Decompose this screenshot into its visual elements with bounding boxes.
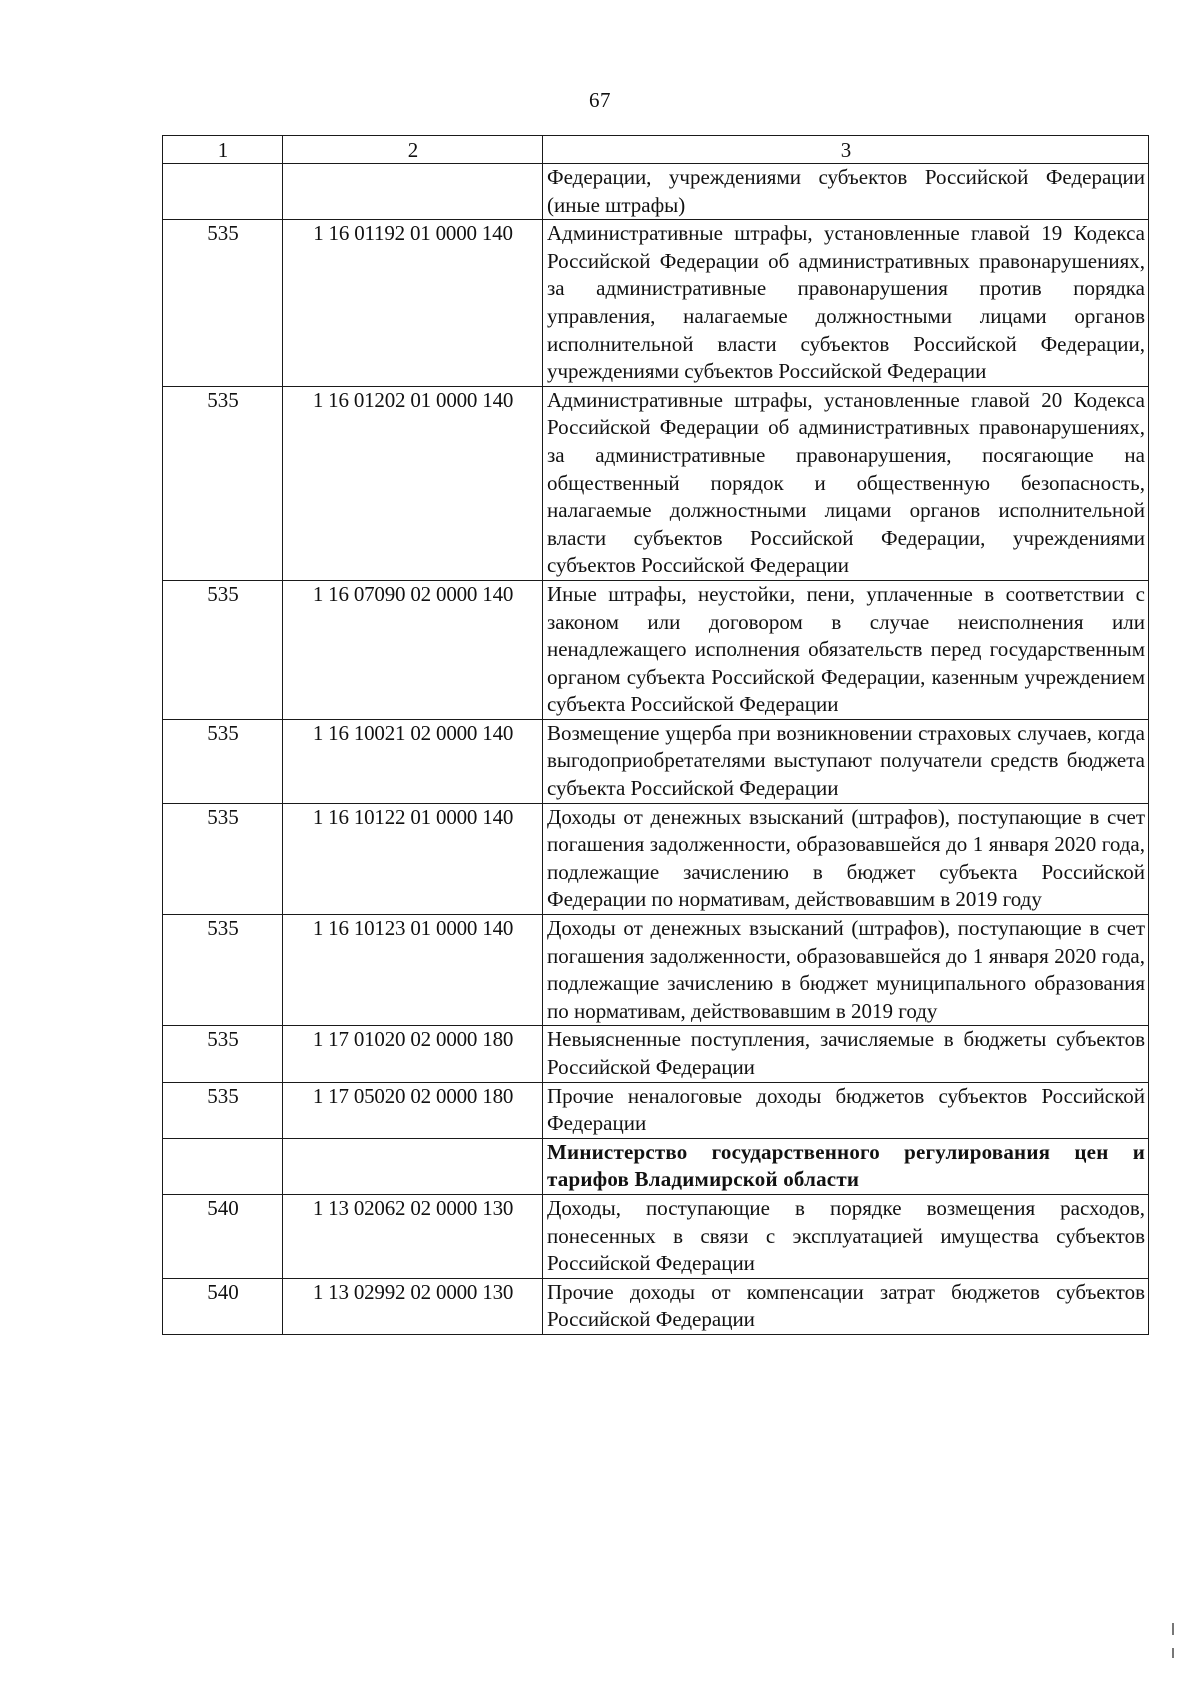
administrator-code-cell: 535 bbox=[163, 719, 283, 803]
revenue-description-cell: Возмещение ущерба при возникновении страховых случаев, когда выгодоприобретателями выступают получатели средств бюджета субъекта Российской Федерации bbox=[543, 719, 1149, 803]
revenue-code-cell: 1 17 05020 02 0000 180 bbox=[283, 1082, 543, 1138]
table-row bbox=[163, 1082, 1149, 1138]
administrator-code-cell: 535 bbox=[163, 1026, 283, 1082]
scan-edge-mark bbox=[1172, 1648, 1174, 1658]
table-row bbox=[163, 386, 1149, 580]
administrator-code-cell: 535 bbox=[163, 580, 283, 719]
administrator-code-cell: 540 bbox=[163, 1278, 283, 1334]
revenue-code-cell: 1 16 10021 02 0000 140 bbox=[283, 719, 543, 803]
revenue-description-cell: Федерации, учреждениями субъектов Российской Федерации (иные штрафы) bbox=[543, 164, 1149, 220]
revenue-code-cell: 1 16 10123 01 0000 140 bbox=[283, 915, 543, 1026]
administrator-code-cell: 535 bbox=[163, 803, 283, 914]
ministry-heading: Министерство государственного регулирования цен и тарифов Владимирской области bbox=[543, 1138, 1149, 1194]
administrator-code-cell bbox=[163, 164, 283, 220]
administrator-code-cell: 535 bbox=[163, 915, 283, 1026]
revenue-code-cell bbox=[283, 1138, 543, 1194]
revenue-codes-table bbox=[162, 135, 1149, 1335]
revenue-code-cell: 1 16 01192 01 0000 140 bbox=[283, 220, 543, 387]
administrator-code-cell: 535 bbox=[163, 1082, 283, 1138]
revenue-code-cell: 1 13 02062 02 0000 130 bbox=[283, 1194, 543, 1278]
table-row bbox=[163, 580, 1149, 719]
administrator-code-cell: 540 bbox=[163, 1194, 283, 1278]
administrator-code-cell bbox=[163, 1138, 283, 1194]
section-heading-row bbox=[163, 1138, 1149, 1194]
column-header-3: 3 bbox=[543, 136, 1149, 164]
revenue-code-cell: 1 16 01202 01 0000 140 bbox=[283, 386, 543, 580]
revenue-description-cell: Доходы от денежных взысканий (штрафов), поступающие в счет погашения задолженности, образовавшейся до 1 января 2020 года, подлежащие зачислению в бюджет муниципального образования по нормативам, действовавшим в 2019 году bbox=[543, 915, 1149, 1026]
revenue-code-cell: 1 16 10122 01 0000 140 bbox=[283, 803, 543, 914]
table-row bbox=[163, 1026, 1149, 1082]
revenue-description-cell: Доходы, поступающие в порядке возмещения расходов, понесенных в связи с эксплуатацией имущества субъектов Российской Федерации bbox=[543, 1194, 1149, 1278]
revenue-code-cell: 1 17 01020 02 0000 180 bbox=[283, 1026, 543, 1082]
revenue-code-cell: 1 13 02992 02 0000 130 bbox=[283, 1278, 543, 1334]
revenue-description-cell: Прочие доходы от компенсации затрат бюджетов субъектов Российской Федерации bbox=[543, 1278, 1149, 1334]
administrator-code-cell: 535 bbox=[163, 220, 283, 387]
table-row bbox=[163, 164, 1149, 220]
table-row bbox=[163, 719, 1149, 803]
revenue-code-cell bbox=[283, 164, 543, 220]
revenue-code-cell: 1 16 07090 02 0000 140 bbox=[283, 580, 543, 719]
administrator-code-cell: 535 bbox=[163, 386, 283, 580]
revenue-description-cell: Административные штрафы, установленные главой 20 Кодекса Российской Федерации об административных правонарушениях, за административные правонарушения, посягающие на общественный порядок и общественную безопасность, налагаемые должностными лицами органов исполнительной власти субъектов Российской Федерации, учреждениями субъектов Российской Федерации bbox=[543, 386, 1149, 580]
scan-edge-mark bbox=[1172, 1623, 1174, 1635]
page-number: 67 bbox=[589, 88, 611, 112]
table-header-row bbox=[163, 136, 1149, 164]
table-row bbox=[163, 915, 1149, 1026]
table-row bbox=[163, 220, 1149, 387]
revenue-description-cell: Невыясненные поступления, зачисляемые в бюджеты субъектов Российской Федерации bbox=[543, 1026, 1149, 1082]
column-header-2: 2 bbox=[283, 136, 543, 164]
table-row bbox=[163, 1278, 1149, 1334]
table-row bbox=[163, 1194, 1149, 1278]
revenue-description-cell: Административные штрафы, установленные главой 19 Кодекса Российской Федерации об административных правонарушениях, за административные правонарушения против порядка управления, налагаемые должностными лицами органов исполнительной власти субъектов Российской Федерации, учреждениями субъектов Российской Федерации bbox=[543, 220, 1149, 387]
column-header-1: 1 bbox=[163, 136, 283, 164]
table-row bbox=[163, 803, 1149, 914]
revenue-description-cell: Доходы от денежных взысканий (штрафов), поступающие в счет погашения задолженности, образовавшейся до 1 января 2020 года, подлежащие зачислению в бюджет субъекта Российской Федерации по нормативам, действовавшим в 2019 году bbox=[543, 803, 1149, 914]
revenue-description-cell: Прочие неналоговые доходы бюджетов субъектов Российской Федерации bbox=[543, 1082, 1149, 1138]
revenue-description-cell: Иные штрафы, неустойки, пени, уплаченные в соответствии с законом или договором в случае неисполнения или ненадлежащего исполнения обязательств перед государственным органом субъекта Российской Федерации, казенным учреждением субъекта Российской Федерации bbox=[543, 580, 1149, 719]
